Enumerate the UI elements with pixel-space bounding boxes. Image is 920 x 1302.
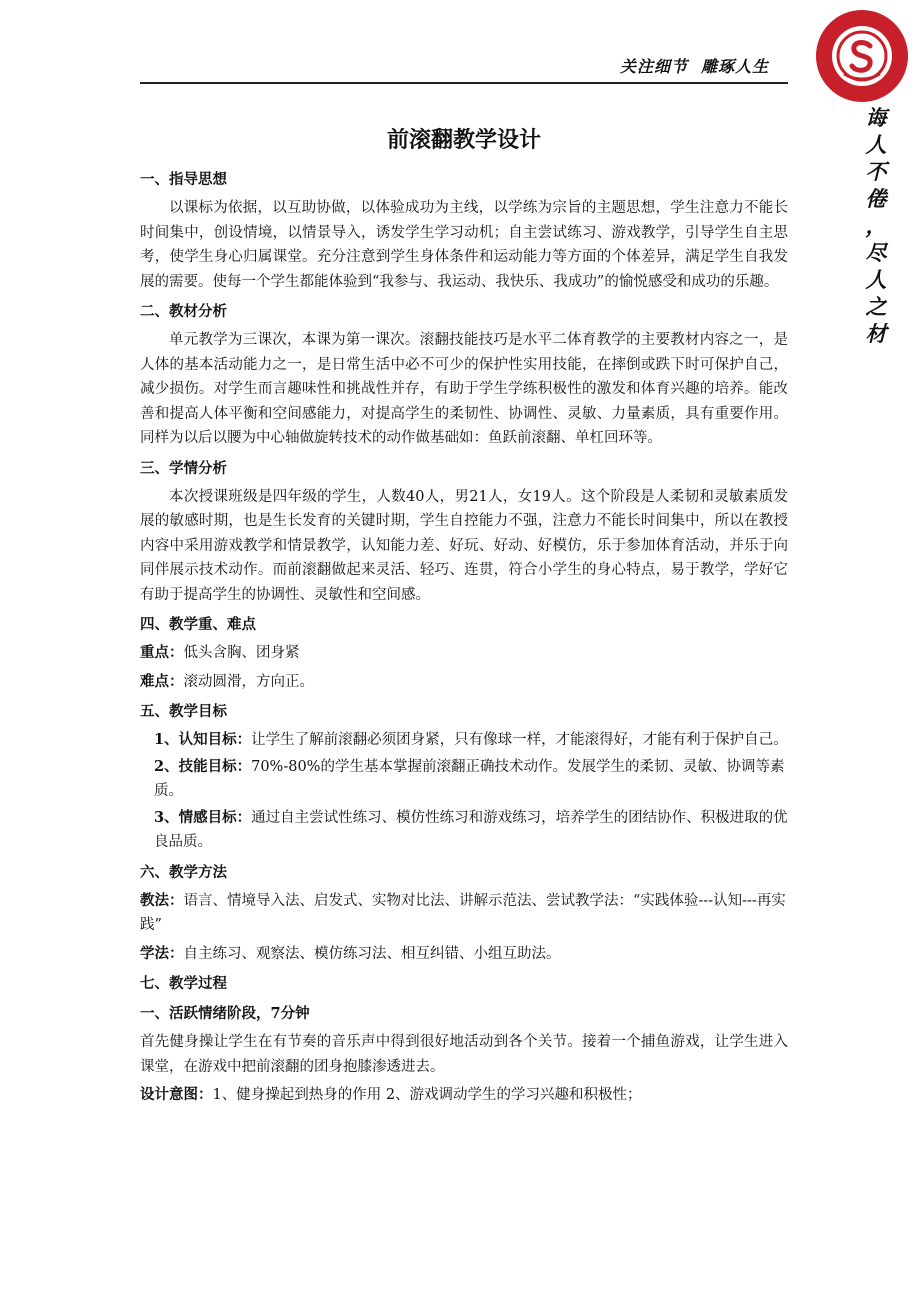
section-body-material-analysis: 单元教学为三课次，本课为第一课次。滚翻技能技巧是水平二体育教学的主要教材内容之一，是人体的基本活动能力之一，是日常生活中必不可少的保护性实用技能，在摔倒或跌下时可保护自己，减少损伤。对学生而言趣味性和挑战性并存，有助于学生学练积极性的激发和体育兴趣的培养。能改善和提高人体平衡和空间感能力，对提高学生的柔韧性、协调性、灵敏、力量素质，具有重要作用。同样为以后以腰为中心轴做旋转技术的动作做基础如：鱼跃前滚翻、单杠回环等。 (140, 332, 788, 446)
goal-cognitive (140, 728, 788, 753)
section-heading-material-analysis: 二、教材分析 (140, 303, 227, 320)
side-motto-char: 不 (865, 159, 887, 184)
section-heading-guiding-ideology: 一、指导思想 (140, 171, 227, 188)
side-motto-char: 人 (865, 267, 887, 292)
goal-cognitive-label: 1、认知目标： (154, 731, 252, 748)
section-heading-key-points: 四、教学重、难点 (140, 616, 256, 633)
teaching-method-label: 教法： (140, 891, 184, 909)
teaching-method-text: 语言、情境导入法、启发式、实物对比法、讲解示范法、尝试教学法：“实践体验---认知---再实践” (140, 892, 786, 933)
teaching-method-row (140, 889, 788, 938)
section-heading-teaching-methods: 六、教学方法 (140, 863, 227, 881)
learning-method-label: 学法： (140, 944, 184, 962)
section-body-guiding-ideology: 以课标为依据，以互助协做，以体验成功为主线，以学练为宗旨的主题思想，学生注意力不能长时间集中，创设情境，以情景导入，诱发学生学习动机；自主尝试练习、游戏教学，引导学生自主思考，使学生身心归属课堂。充分注意到学生身体条件和运动能力等方面的个体差异，满足学生自我发展的需要。使每一个学生都能体验到“我参与、我运动、我快乐、我成功”的愉悦感受和成功的乐趣。 (140, 200, 788, 290)
side-motto-char: 材 (865, 321, 887, 346)
side-motto (862, 104, 890, 347)
difficulty-row (140, 670, 788, 695)
section-heading-student-analysis: 三、学情分析 (140, 459, 227, 477)
goal-skill-label: 2、技能目标： (154, 757, 252, 775)
document-title: 前滚翻教学设计 (386, 127, 541, 153)
goal-skill-text: 70%-80%的学生基本掌握前滚翻正确技术动作。发展学生的柔韧、灵敏、协调等素质。 (154, 758, 785, 799)
stage-heading-warmup: 一、活跃情绪阶段，7分钟 (140, 1005, 310, 1022)
side-motto-char: 诲 (865, 105, 887, 130)
section-body-student-analysis: 本次授课班级是四年级的学生，人数40人，男21人，女19人。这个阶段是人柔韧和灵敏素质发展的敏感时期，也是生长发育的关键时期，学生自控能力不强，注意力不能长时间集中，所以在教授内容中采用游戏教学和情景教学，认知能力差、好玩、好动、好模仿，乐于参加体育活动，并乐于向同伴展示技术动作。而前滚翻做起来灵活、轻巧、连贯，符合小学生的身心特点，易于教学，学好它有助于提高学生的协调性、灵敏性和空间感。 (140, 488, 788, 603)
side-motto-char: 尽 (865, 240, 887, 265)
design-intent-text: 1、健身操起到热身的作用 2、游戏调动学生的学习兴趣和积极性； (212, 1087, 642, 1103)
school-logo-icon (814, 8, 910, 104)
key-point-label: 重点： (140, 644, 184, 661)
design-intent-row (140, 1083, 788, 1108)
side-motto-char: ， (865, 213, 887, 238)
side-motto-char: 人 (865, 132, 887, 157)
side-motto-char: 倦 (865, 186, 887, 211)
goal-skill (140, 755, 788, 804)
goal-cognitive-text: 让学生了解前滚翻必须团身紧，只有像球一样，才能滚得好，才能有利于保护自己。 (251, 732, 788, 748)
header-divider (140, 82, 788, 84)
key-point-row (140, 641, 788, 666)
section-heading-teaching-goals: 五、教学目标 (140, 703, 227, 720)
key-point-text: 低头含胸、团身紧 (183, 645, 300, 661)
design-intent-label: 设计意图： (140, 1086, 213, 1103)
side-motto-char: 之 (865, 294, 887, 319)
difficulty-label: 难点： (140, 672, 184, 690)
goal-emotional (140, 806, 788, 855)
section-heading-teaching-process: 七、教学过程 (140, 975, 227, 992)
goal-emotional-label: 3、情感目标： (154, 808, 252, 826)
goal-emotional-text: 通过自主尝试性练习、模仿性练习和游戏练习，培养学生的团结协作、积极进取的优良品质。 (154, 809, 788, 850)
learning-method-text: 自主练习、观察法、模仿练习法、相互纠错、小组互助法。 (183, 945, 561, 962)
learning-method-row (140, 942, 788, 967)
header-motto: 关注细节 雕琢人生 (620, 57, 770, 76)
stage-body-warmup: 首先健身操让学生在有节奏的音乐声中得到很好地活动到各个关节。接着一个捕鱼游戏，让学生进入课堂，在游戏中把前滚翻的团身抱膝渗透进去。 (140, 1034, 788, 1075)
difficulty-text: 滚动圆滑，方向正。 (183, 673, 314, 690)
document-body (140, 118, 788, 1112)
